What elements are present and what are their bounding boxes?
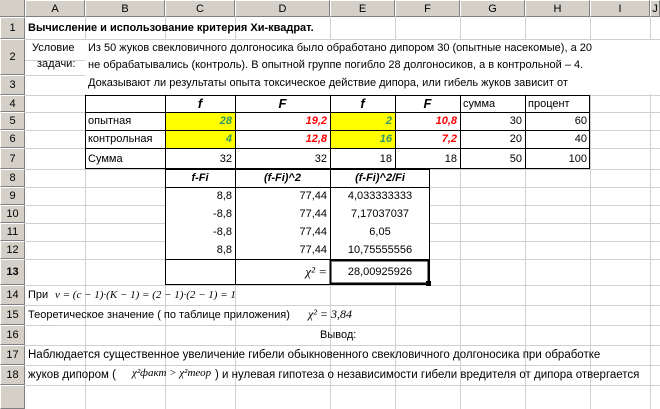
- header-f-expected-1[interactable]: F: [235, 95, 330, 112]
- row-header-13[interactable]: 13: [0, 259, 25, 285]
- cell-f6[interactable]: 7,2: [395, 130, 460, 148]
- chi-square-table: [165, 169, 430, 285]
- row-header-16[interactable]: 16: [0, 325, 25, 345]
- conclusion-heading: Вывод:: [320, 329, 357, 341]
- row-header-7[interactable]: 7: [0, 148, 25, 169]
- row-header-14[interactable]: 14: [0, 285, 25, 305]
- column-header-g[interactable]: G: [460, 0, 525, 17]
- cell-d9[interactable]: 77,44: [235, 187, 330, 205]
- cell-c11[interactable]: -8,8: [165, 223, 235, 241]
- theoretical-value-formula: χ² = 3,84: [308, 307, 352, 321]
- cell-e10[interactable]: 7,17037037: [330, 205, 430, 223]
- column-header-d[interactable]: D: [235, 0, 330, 17]
- row-label-total[interactable]: Сумма: [85, 148, 165, 169]
- cell-d5[interactable]: 19,2: [235, 112, 330, 130]
- conclusion-line-2-pre: жуков дипором (: [28, 369, 116, 381]
- cell-d7[interactable]: 32: [235, 148, 330, 169]
- cell-e7[interactable]: 18: [330, 148, 395, 169]
- cell-d6[interactable]: 12,8: [235, 130, 330, 148]
- degrees-of-freedom-prefix: При: [28, 289, 49, 301]
- column-header-c[interactable]: C: [165, 0, 235, 17]
- conclusion-line-2-post: ) и нулевая гипотеза о независимости гибели вредителя от дипора отвергается: [215, 369, 640, 381]
- cell-g6[interactable]: 20: [460, 130, 525, 148]
- cell-f5[interactable]: 10,8: [395, 112, 460, 130]
- row-header-15[interactable]: 15: [0, 305, 25, 325]
- cell-c13[interactable]: [165, 259, 235, 285]
- row-header-3-visible[interactable]: 3: [0, 75, 25, 95]
- row-header-17[interactable]: 17: [0, 345, 25, 365]
- degrees-of-freedom-formula: ν = (c − 1)·(K − 1) = (2 − 1)·(2 − 1) = 1: [55, 289, 236, 301]
- header-sum[interactable]: сумма: [460, 95, 525, 112]
- row-label-control[interactable]: контрольная: [85, 130, 165, 148]
- row-header-18[interactable]: 18: [0, 365, 25, 385]
- row-header-6[interactable]: 6: [0, 130, 25, 148]
- condition-label: Условие: [32, 42, 75, 54]
- cell-c9[interactable]: 8,8: [165, 187, 235, 205]
- chi-comparison-formula: χ²факт > χ²теор: [132, 367, 212, 379]
- cell-d10[interactable]: 77,44: [235, 205, 330, 223]
- column-header-i[interactable]: I: [590, 0, 650, 17]
- column-header-f[interactable]: F: [395, 0, 460, 17]
- cell-e12[interactable]: 10,75555556: [330, 241, 430, 259]
- cell-c6[interactable]: 4: [165, 130, 235, 148]
- select-all-corner[interactable]: [0, 0, 25, 17]
- header-f-observed-2[interactable]: f: [330, 95, 395, 112]
- chi-square-label[interactable]: χ² =: [235, 259, 330, 285]
- theoretical-value-label: Теоретическое значение ( по таблице приложения): [28, 309, 290, 321]
- cell-c12[interactable]: 8,8: [165, 241, 235, 259]
- cell-g5[interactable]: 30: [460, 112, 525, 130]
- condition-label-2: задачи:: [37, 58, 76, 70]
- row-header-1[interactable]: 1: [0, 17, 25, 39]
- cell-f7[interactable]: 18: [395, 148, 460, 169]
- column-header-b[interactable]: B: [85, 0, 165, 17]
- header-f-minus-fi[interactable]: f-Fi: [165, 169, 235, 187]
- row-header-2[interactable]: 2: [0, 39, 25, 75]
- column-header-a[interactable]: A: [25, 0, 85, 17]
- cell-c7[interactable]: 32: [165, 148, 235, 169]
- header-f-observed-1[interactable]: f: [165, 95, 235, 112]
- header-squared[interactable]: (f-Fi)^2: [235, 169, 330, 187]
- cell-c5[interactable]: 28: [165, 112, 235, 130]
- cell-e11[interactable]: 6,05: [330, 223, 430, 241]
- cell-h6[interactable]: 40: [525, 130, 590, 148]
- row-label-experimental[interactable]: опытная: [85, 112, 165, 130]
- column-header-h[interactable]: H: [525, 0, 590, 17]
- problem-line-1: Из 50 жуков свекловичного долгоносика было обработано дипором 30 (опытные насекомые), а 20: [88, 42, 592, 54]
- cell-h5[interactable]: 60: [525, 112, 590, 130]
- chi-square-value[interactable]: 28,00925926: [330, 259, 430, 285]
- header-percent[interactable]: процент: [525, 95, 590, 112]
- column-header-j[interactable]: J: [650, 0, 660, 17]
- cell-e5[interactable]: 2: [330, 112, 395, 130]
- column-header-e[interactable]: E: [330, 0, 395, 17]
- cell-c10[interactable]: -8,8: [165, 205, 235, 223]
- row-header-10[interactable]: 10: [0, 205, 25, 223]
- row-header-4[interactable]: 4: [0, 95, 25, 112]
- header-squared-over-fi[interactable]: (f-Fi)^2/Fi: [330, 169, 430, 187]
- cell-h7[interactable]: 100: [525, 148, 590, 169]
- row-header-5[interactable]: 5: [0, 112, 25, 130]
- cell-e6[interactable]: 16: [330, 130, 395, 148]
- cell-d11[interactable]: 77,44: [235, 223, 330, 241]
- row-header-9[interactable]: 9: [0, 187, 25, 205]
- row-header-11[interactable]: 11: [0, 223, 25, 241]
- header-f-expected-2[interactable]: F: [395, 95, 460, 112]
- cell-d12[interactable]: 77,44: [235, 241, 330, 259]
- sheet-title: Вычисление и использование критерия Хи-квадрат.: [28, 22, 314, 34]
- contingency-table: [85, 95, 590, 169]
- row-header-8[interactable]: 8: [0, 169, 25, 187]
- cell-g7[interactable]: 50: [460, 148, 525, 169]
- conclusion-line-1: Наблюдается существенное увеличение гибели обыкновенного свекловичного долгоносика при обработке: [28, 349, 601, 361]
- cell-e9[interactable]: 4,033333333: [330, 187, 430, 205]
- problem-line-3: Доказывают ли результаты опыта токсическое действие дипора, или гибель жуков зависит от: [88, 77, 568, 89]
- row-header-19[interactable]: [0, 385, 25, 409]
- problem-line-2: не обрабатывались (контроль). В опытной группе погибло 28 долгоносиков, а в контрольной – 4.: [88, 59, 584, 71]
- row-header-12[interactable]: 12: [0, 241, 25, 259]
